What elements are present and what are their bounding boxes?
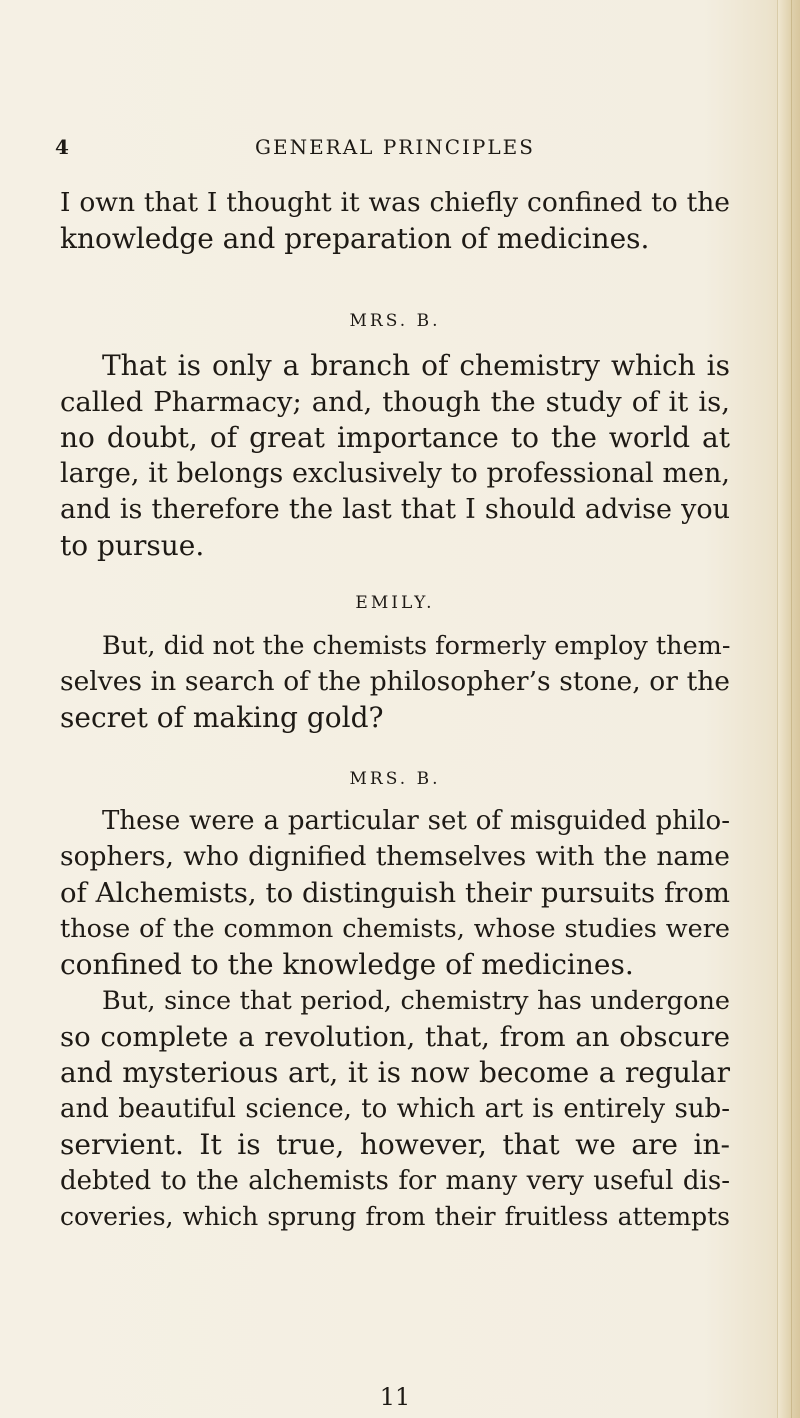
signature-mark: 11 (379, 1383, 411, 1411)
text-line: those of the common chemists, whose studies were (60, 914, 730, 944)
text-line: But, since that period, chemistry has undergone (102, 986, 730, 1016)
text-line: selves in search of the philosopher’s stone, or the (60, 666, 730, 697)
text-line: These were a particular set of misguided philo- (102, 806, 730, 836)
page-edge-line (791, 0, 792, 1418)
page-number: 4 (55, 135, 69, 159)
text-line: coveries, which sprung from their fruitless attempts (60, 1202, 730, 1231)
text-line: no doubt, of great importance to the world at (60, 421, 730, 454)
speaker-label: EMILY. (355, 593, 435, 613)
opening-paragraph (60, 185, 730, 257)
running-title: GENERAL PRINCIPLES (255, 135, 535, 159)
text-line: I own that I thought it was chiefly confined to the (60, 187, 730, 218)
speech-paragraph (60, 348, 730, 564)
text-line: called Pharmacy; and, though the study of it is, (60, 386, 730, 418)
speaker-label: MRS. B. (349, 769, 441, 789)
text-line: large, it belongs exclusively to professional men, (60, 458, 730, 489)
text-line: and beautiful science, to which art is entirely sub- (60, 1094, 730, 1124)
text-line: and mysterious art, it is now become a regular (60, 1056, 730, 1089)
text-line: and is therefore the last that I should advise you (60, 494, 730, 525)
text-line: so complete a revolution, that, from an obscure (60, 1021, 730, 1053)
text-line: of Alchemists, to distinguish their pursuits from (60, 877, 730, 909)
text-line: to pursue. (60, 529, 205, 562)
page-edge (777, 0, 800, 1418)
speech-paragraph (60, 803, 730, 1235)
text-line: knowledge and preparation of medicines. (60, 222, 650, 255)
text-line: debted to the alchemists for many very useful dis- (60, 1166, 730, 1196)
text-line: But, did not the chemists formerly employ them- (102, 631, 731, 661)
speaker-label: MRS. B. (349, 311, 441, 331)
text-line: sophers, who dignified themselves with the name (60, 841, 730, 872)
speech-paragraph (60, 628, 730, 736)
text-line: servient. It is true, however, that we are in- (60, 1128, 730, 1161)
text-line: secret of making gold? (60, 701, 384, 734)
text-line: confined to the knowledge of medicines. (60, 948, 634, 981)
text-line: That is only a branch of chemistry which is (102, 349, 730, 382)
